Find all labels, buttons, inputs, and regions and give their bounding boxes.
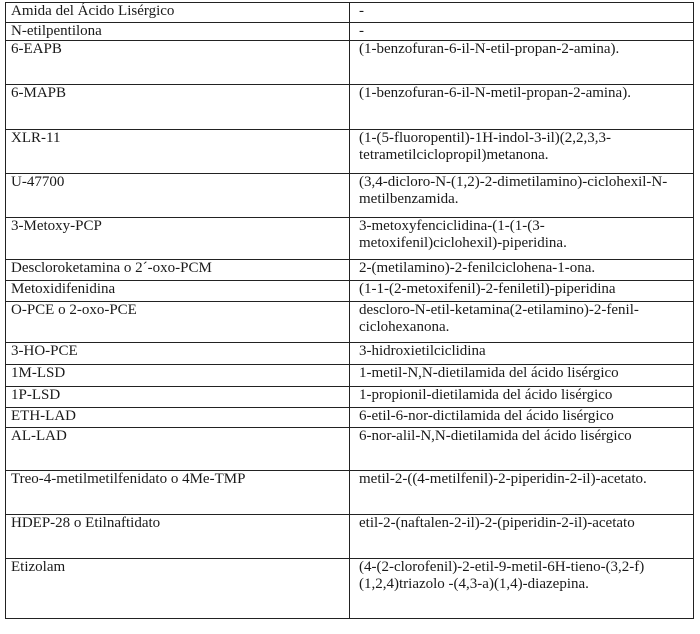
table-row — [6, 85, 694, 130]
chemical-name: 6-nor-alil-N,N-dietilamida del ácido lisérgico — [350, 428, 694, 471]
substance-name: XLR-11 — [6, 130, 350, 174]
substance-name: HDEP-28 o Etilnaftidato — [6, 515, 350, 559]
table-row — [6, 365, 694, 387]
chemical-name: 3-metoxyfenciclidina-(1-(1-(3-metoxifenil)ciclohexil)-piperidina. — [350, 218, 694, 260]
substance-name: 1M-LSD — [6, 365, 350, 387]
substance-name: 6-EAPB — [6, 41, 350, 85]
substance-name: 6-MAPB — [6, 85, 350, 130]
substance-name: AL-LAD — [6, 428, 350, 471]
table-row — [6, 174, 694, 218]
table-row — [6, 41, 694, 85]
substance-name: Etizolam — [6, 559, 350, 619]
chemical-name: (4-(2-clorofenil)-2-etil-9-metil-6H-tieno-(3,2-f)(1,2,4)triazolo -(4,3-a)(1,4)-diazepina. — [350, 559, 694, 619]
chemical-name: 2-(metilamino)-2-fenilciclohena-1-ona. — [350, 260, 694, 281]
substance-name: Treo-4-metilmetilfenidato o 4Me-TMP — [6, 471, 350, 515]
table-row — [6, 130, 694, 174]
table-row — [6, 218, 694, 260]
chemical-name: 6-etil-6-nor-dictilamida del ácido lisérgico — [350, 408, 694, 428]
table-row — [6, 471, 694, 515]
chemical-name: (1-(5-fluoropentil)-1H-indol-3-il)(2,2,3,3-tetrametilciclopropil)metanona. — [350, 130, 694, 174]
table-row — [6, 281, 694, 302]
substance-name: N-etilpentilona — [6, 23, 350, 41]
table-row — [6, 515, 694, 559]
chemical-name: 1-propionil-dietilamida del ácido lisérgico — [350, 387, 694, 408]
substance-name: U-47700 — [6, 174, 350, 218]
table-row — [6, 260, 694, 281]
chemical-name: etil-2-(naftalen-2-il)-2-(piperidin-2-il)-acetato — [350, 515, 694, 559]
substance-name: Metoxidifenidina — [6, 281, 350, 302]
chemical-name: (1-1-(2-metoxifenil)-2-feniletil)-piperidina — [350, 281, 694, 302]
chemical-name: - — [350, 3, 694, 23]
substance-name: O-PCE o 2-oxo-PCE — [6, 302, 350, 343]
table-row — [6, 559, 694, 619]
chemical-name: - — [350, 23, 694, 41]
table-row — [6, 408, 694, 428]
table-row — [6, 23, 694, 41]
substance-name: Descloroketamina o 2´-oxo-PCM — [6, 260, 350, 281]
table-row — [6, 343, 694, 365]
chemical-name: 1-metil-N,N-dietilamida del ácido lisérgico — [350, 365, 694, 387]
chemical-name: descloro-N-etil-ketamina(2-etilamino)-2-fenil-ciclohexanona. — [350, 302, 694, 343]
substance-name: 3-Metoxy-PCP — [6, 218, 350, 260]
substance-name: 3-HO-PCE — [6, 343, 350, 365]
substances-table — [5, 2, 694, 619]
table-row — [6, 428, 694, 471]
substance-name: 1P-LSD — [6, 387, 350, 408]
table-row — [6, 387, 694, 408]
chemical-name: (3,4-dicloro-N-(1,2)-2-dimetilamino)-ciclohexil-N-metilbenzamida. — [350, 174, 694, 218]
chemical-name: (1-benzofuran-6-il-N-metil-propan-2-amina). — [350, 85, 694, 130]
chemical-name: 3-hidroxietilciclidina — [350, 343, 694, 365]
chemical-name: (1-benzofuran-6-il-N-etil-propan-2-amina). — [350, 41, 694, 85]
chemical-name: metil-2-((4-metilfenil)-2-piperidin-2-il)-acetato. — [350, 471, 694, 515]
substance-name: Amida del Ácido Lisérgico — [6, 3, 350, 23]
substance-name: ETH-LAD — [6, 408, 350, 428]
table-row — [6, 3, 694, 23]
table-row — [6, 302, 694, 343]
